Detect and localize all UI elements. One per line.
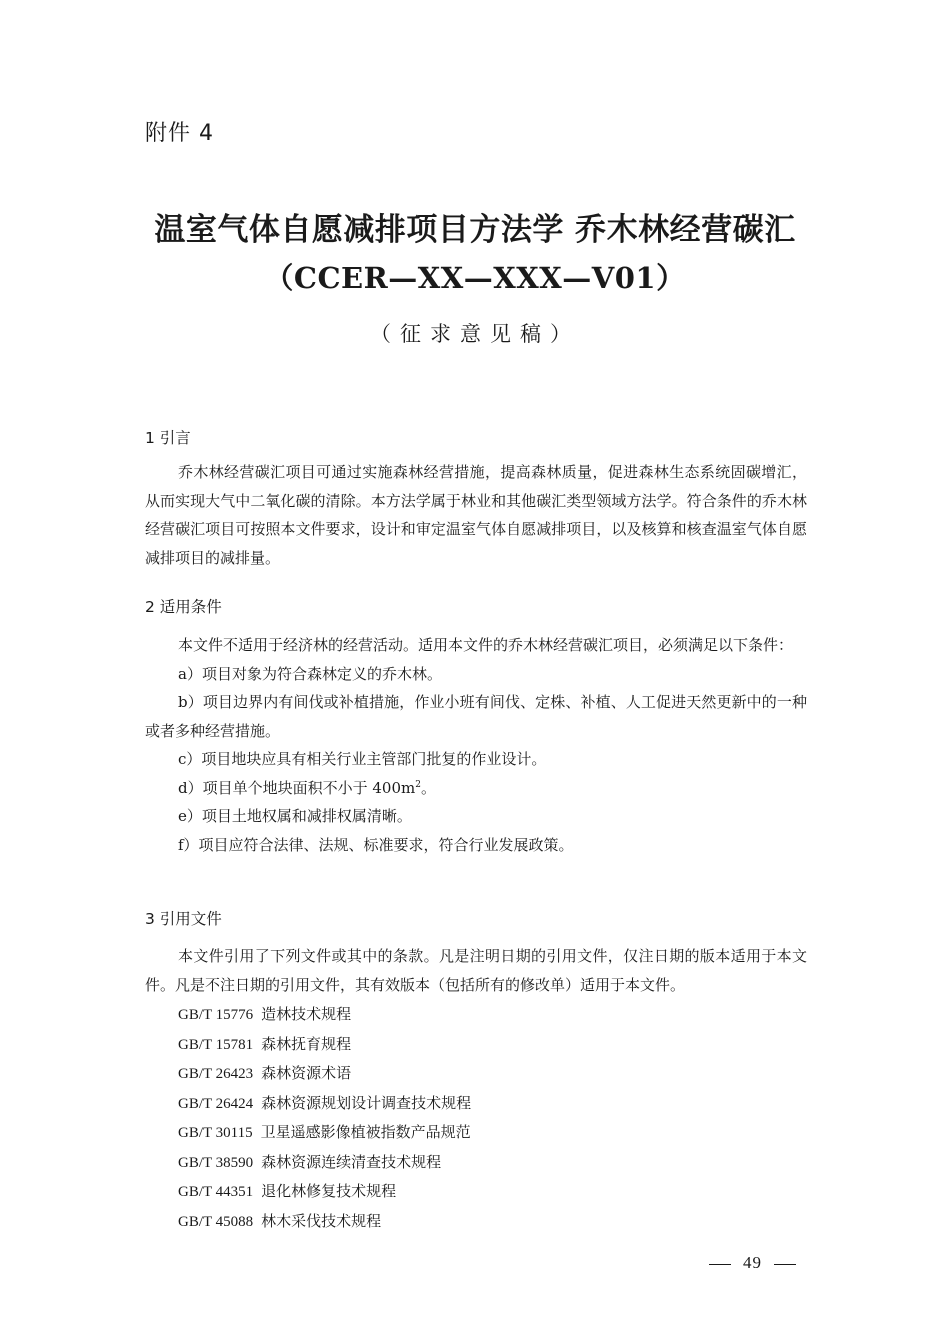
section-3-heading: 3 引用文件 [145,910,222,928]
section-3-paragraph: 本文件引用了下列文件或其中的条款。凡是注明日期的引用文件，仅注日期的版本适用于本文件。凡是不注日期的引用文件，其有效版本（包括所有的修改单）适用于本文件。 [145,947,807,994]
superscript-2: 2 [415,779,421,790]
section-1-heading: 1 引言 [145,429,191,447]
attachment-label: 附件 4 [145,121,214,146]
section-3-body [145,942,807,999]
reference-code: GB/T 15781 [178,1036,254,1053]
reference-item [178,1177,471,1207]
page-number-dash-right [774,1264,796,1265]
section-2-heading: 2 适用条件 [145,598,222,616]
reference-code: GB/T 45088 [178,1213,254,1230]
page-number-dash-left [709,1264,731,1265]
draft-subtitle: （征求意见稿） [370,322,580,346]
document-code: （CCER—XX—XXX—V01） [264,261,686,295]
reference-code: GB/T 30115 [178,1125,253,1141]
reference-title: 森林资源连续清查技术规程 [261,1152,442,1171]
document-title: 温室气体自愿减排项目方法学 乔木林经营碳汇 [154,212,796,248]
reference-title: 卫星遥感影像植被指数产品规范 [260,1123,471,1141]
reference-code: GB/T 26424 [178,1095,254,1112]
condition-item-a: a）项目对象为符合森林定义的乔木林。 [178,664,442,683]
reference-list [178,1000,471,1236]
reference-item [178,1207,471,1237]
reference-title: 森林资源规划设计调查技术规程 [261,1093,472,1112]
condition-item-c: c）项目地块应具有相关行业主管部门批复的作业设计。 [178,750,547,768]
reference-title: 森林资源术语 [261,1064,352,1082]
reference-item [178,1000,471,1030]
condition-item-d-end: 。 [420,778,436,797]
section-1-body [145,458,807,572]
condition-item-b: b）项目边界内有间伐或补植措施，作业小班有间伐、定株、补植、人工促进天然更新中的一种或者多种经营措施。 [145,693,807,740]
reference-title: 造林技术规程 [261,1005,352,1023]
section-2-body [145,631,807,859]
reference-code: GB/T 38590 [178,1154,254,1171]
page-number [697,1253,808,1273]
reference-item [178,1059,471,1089]
reference-title: 林木采伐技术规程 [261,1211,382,1230]
section-1-paragraph: 乔木林经营碳汇项目可通过实施森林经营措施，提高森林质量，促进森林生态系统固碳增汇，从而实现大气中二氧化碳的清除。本方法学属于林业和其他碳汇类型领域方法学。符合条件的乔木林经营碳汇项目可按照本文件要求，设计和审定温室气体自愿减排项目，以及核算和核查温室气体自愿减排项目的减排量。 [145,463,807,567]
reference-title: 退化林修复技术规程 [261,1182,397,1200]
page-number-value: 49 [743,1253,762,1272]
condition-item-d-text: d）项目单个地块面积不小于 400m [178,778,416,797]
condition-item-f: f）项目应符合法律、法规、标准要求，符合行业发展政策。 [178,835,574,854]
reference-item [178,1089,471,1119]
condition-item-d [145,774,807,803]
reference-title: 森林抚育规程 [261,1034,352,1053]
reference-code: GB/T 26423 [178,1066,254,1082]
reference-code: GB/T 15776 [178,1007,254,1023]
reference-code: GB/T 44351 [178,1184,254,1200]
reference-item [178,1030,471,1060]
reference-item [178,1118,471,1148]
reference-item [178,1148,471,1178]
condition-item-e: e）项目土地权属和减排权属清晰。 [178,807,412,825]
section-2-paragraph: 本文件不适用于经济林的经营活动。适用本文件的乔木林经营碳汇项目，必须满足以下条件： [178,636,794,654]
